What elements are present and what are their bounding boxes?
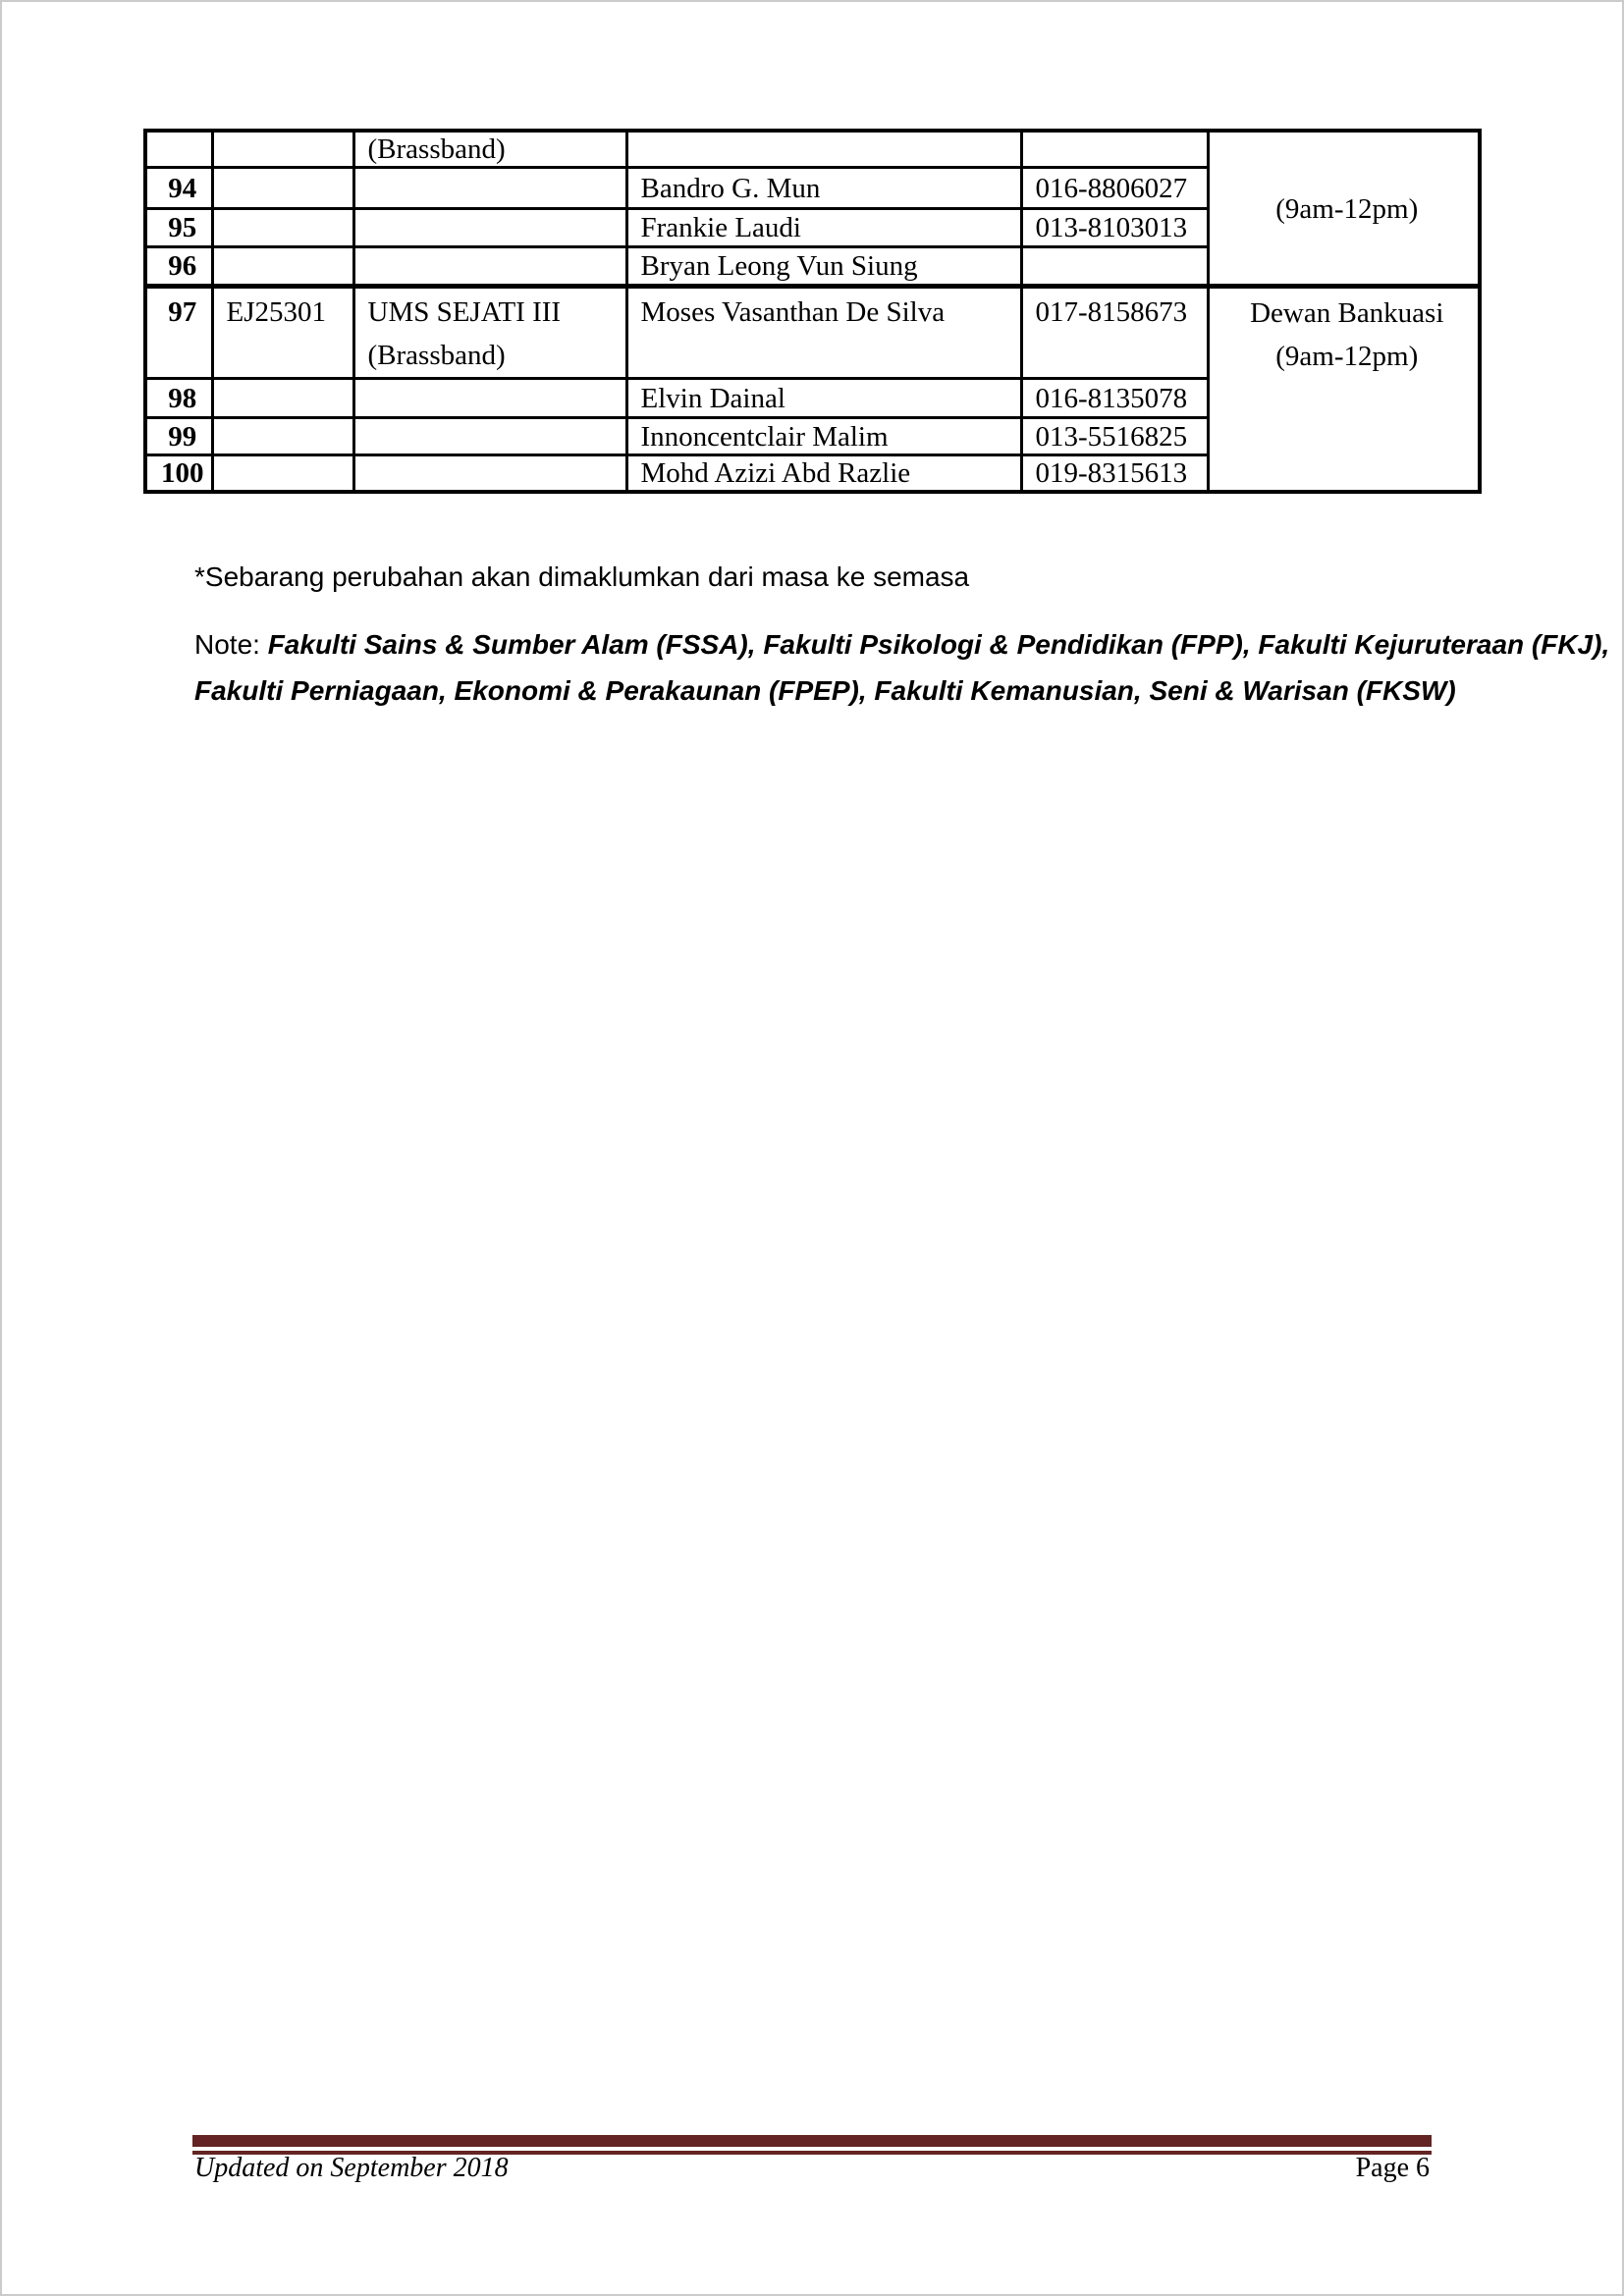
footer-rule-thick: [192, 2135, 1432, 2147]
venue-line: (9am-12pm): [1275, 192, 1419, 225]
cell-no: 99: [145, 418, 212, 455]
cell-phone: [1021, 247, 1208, 287]
cell-no: 96: [145, 247, 212, 287]
cell-code: [212, 131, 353, 168]
note-faculties-1: Fakulti Sains & Sumber Alam (FSSA), Fakulti Psikologi & Pendidikan (FPP), Fakulti Kejuruteraan (FKJ),: [267, 629, 1610, 660]
cell-no: [145, 131, 212, 168]
cell-name: Elvin Dainal: [626, 379, 1021, 418]
venue-name-line: Dewan Bankuasi: [1250, 297, 1444, 329]
updated-date-text: Updated on September 2018: [194, 2153, 509, 2183]
cell-no: 100: [145, 455, 212, 493]
cell-no: 98: [145, 379, 212, 418]
cell-phone: 017-8158673: [1021, 287, 1208, 379]
cell-no: 97: [145, 287, 212, 379]
activity-roster-table: [143, 129, 1482, 494]
group-name-line: UMS SEJATI III: [367, 296, 562, 328]
note-prefix: Note:: [194, 629, 268, 660]
cell-group: [353, 455, 626, 493]
cell-name: [626, 131, 1021, 168]
cell-code: [212, 455, 353, 493]
cell-name: Moses Vasanthan De Silva: [626, 287, 1021, 379]
cell-group: (Brassband): [353, 131, 626, 168]
faculties-note-line2: Fakulti Perniagaan, Ekonomi & Perakaunan (FPEP), Fakulti Kemanusian, Seni & Warisan (FKSW): [194, 675, 1456, 706]
cell-group: [353, 418, 626, 455]
cell-no: 94: [145, 168, 212, 209]
cell-phone: 016-8806027: [1021, 168, 1208, 209]
group-type-line: (Brassband): [367, 340, 506, 371]
page-number: Page 6: [1355, 2153, 1430, 2183]
page-footer: [194, 2153, 1430, 2184]
cell-name: Bryan Leong Vun Siung: [626, 247, 1021, 287]
faculties-note: [194, 621, 1609, 714]
cell-group: [353, 379, 626, 418]
cell-group: [353, 209, 626, 247]
cell-code: [212, 209, 353, 247]
cell-phone: 019-8315613: [1021, 455, 1208, 493]
cell-code: [212, 247, 353, 287]
cell-code: [212, 168, 353, 209]
cell-name: Mohd Azizi Abd Razlie: [626, 455, 1021, 493]
cell-group: [353, 168, 626, 209]
cell-venue: [1208, 131, 1480, 287]
faculties-note-line1: [194, 621, 1609, 667]
cell-venue: [1208, 287, 1480, 493]
cell-name: Innoncentclair Malim: [626, 418, 1021, 455]
cell-name: Bandro G. Mun: [626, 168, 1021, 209]
cell-code: [212, 379, 353, 418]
venue-time-line: (9am-12pm): [1275, 341, 1419, 372]
cell-no: 95: [145, 209, 212, 247]
cell-group: [353, 287, 626, 379]
table-row-continuation: [145, 131, 1480, 168]
cell-phone: [1021, 131, 1208, 168]
cell-group: [353, 247, 626, 287]
cell-phone: 013-8103013: [1021, 209, 1208, 247]
table-row: [145, 287, 1480, 379]
cell-phone: 016-8135078: [1021, 379, 1208, 418]
cell-phone: 013-5516825: [1021, 418, 1208, 455]
cell-code: EJ25301: [212, 287, 353, 379]
cell-name: Frankie Laudi: [626, 209, 1021, 247]
cell-code: [212, 418, 353, 455]
change-notice-text: *Sebarang perubahan akan dimaklumkan dari masa ke semasa: [194, 561, 970, 592]
